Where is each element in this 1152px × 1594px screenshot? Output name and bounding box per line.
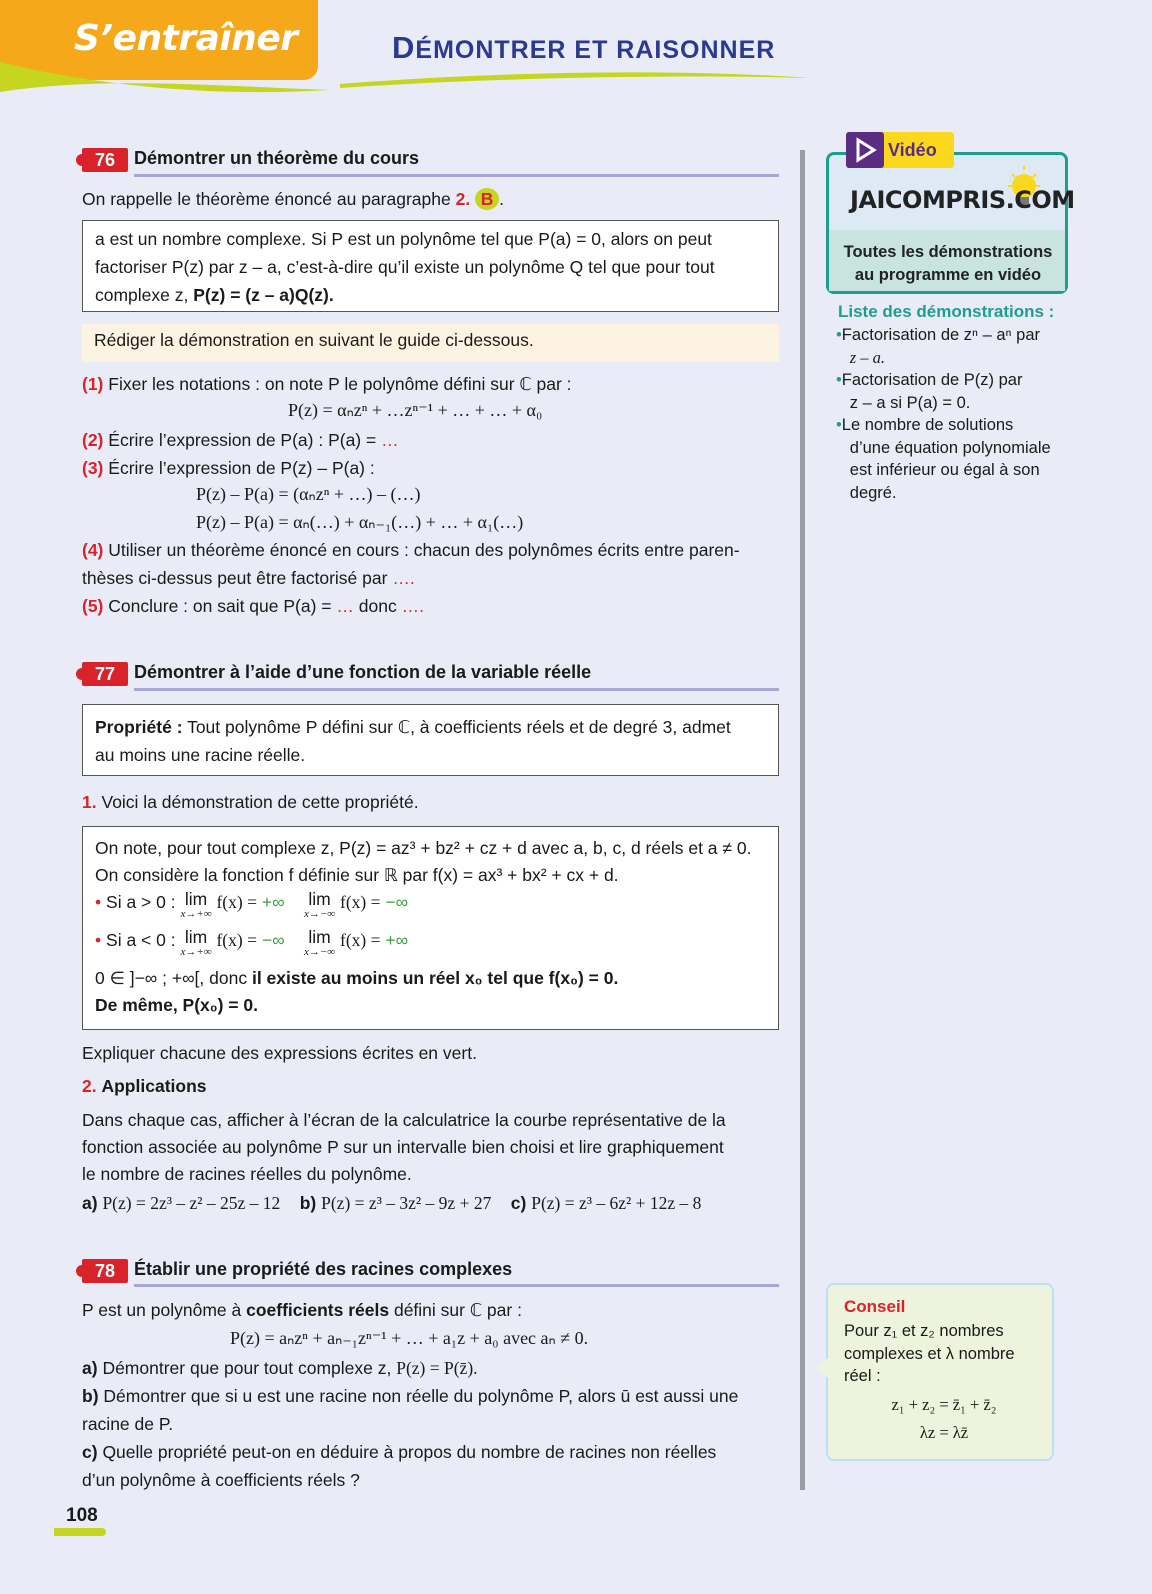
- demo-case-1: • Si a > 0 : lim x→+∞ f(x) = +∞ lim x→−∞ f(x) = −∞: [95, 889, 409, 920]
- advice-box-tail: [816, 1358, 828, 1378]
- formula-3b: P(z) – P(a) = αₙ(…) + αₙ₋₁(…) + … + α₁(…): [196, 512, 524, 532]
- exercise-number: 77: [82, 662, 128, 686]
- ex78-question-c: c) Quelle propriété peut-on en déduire à propos du nombre de racines non réelles: [82, 1442, 717, 1462]
- demo-line: On considère la fonction f définie sur ℝ par f(x) = ax³ + bx² + cx + d.: [95, 865, 619, 885]
- application-cases: a) P(z) = 2z³ – z² – 25z – 12 b) P(z) = z³ – 3z² – 9z + 27 c) P(z) = z³ – 6z² + 12z – 8: [82, 1193, 702, 1213]
- advice-text: Pour z₁ et z₂ nombres complexes et λ nombre réel : z₁ + z₂ = z̄₁ + z̄₂ λz = λz̄: [844, 1320, 1044, 1445]
- ex76-intro: On rappelle le théorème énoncé au paragraphe 2. B .: [82, 189, 504, 209]
- step-5: (5) Conclure : on sait que P(a) = … donc ….: [82, 596, 424, 616]
- formula-3a: P(z) – P(a) = (αₙzⁿ + …) – (…): [196, 484, 421, 504]
- explain-instruction: Expliquer chacune des expressions écrites en vert.: [82, 1043, 477, 1063]
- step-4: (4) Utiliser un théorème énoncé en cours : chacun des polynômes écrits entre paren-: [82, 540, 740, 560]
- page-number: 108: [66, 1505, 98, 1526]
- brand-logo: JAICOMPRIS.COM: [850, 186, 1075, 214]
- step-3: (3) Écrire l’expression de P(z) – P(a) :: [82, 458, 375, 478]
- advice-title: Conseil: [844, 1297, 906, 1316]
- question-2: 2. Applications: [82, 1076, 207, 1096]
- demo-line: On note, pour tout complexe z, P(z) = az³ + bz² + cz + d avec a, b, c, d réels et a ≠ 0.: [95, 838, 752, 858]
- ex78-question-a: a) Démontrer que pour tout complexe z, P(z) = P(z̄).: [82, 1358, 478, 1378]
- theorem-box: [82, 220, 779, 312]
- ex78-intro: P est un polynôme à coefficients réels défini sur ℂ par :: [82, 1300, 522, 1320]
- demo-case-2: • Si a < 0 : lim x→+∞ f(x) = −∞ lim x→−∞ f(x) = +∞: [95, 927, 409, 958]
- paragraph-badge: B: [475, 188, 499, 210]
- sidebar-divider: [800, 150, 805, 1490]
- theorem-line: a est un nombre complexe. Si P est un polynôme tel que P(a) = 0, alors on peut: [95, 229, 712, 249]
- section-label: S’entraîner: [74, 18, 298, 59]
- demo-list-item[interactable]: •Le nombre de solutions d’une équation polynomiale est inférieur ou égal à son degré.: [836, 416, 1051, 502]
- exercise-number: 76: [82, 148, 128, 172]
- theorem-line: factoriser P(z) par z – a, c’est-à-dire qu’il existe un polynôme Q tel que pour tout: [95, 257, 715, 277]
- exercise-title: Démontrer à l’aide d’une fonction de la variable réelle: [134, 662, 592, 682]
- step-2: (2) Écrire l’expression de P(a) : P(a) = …: [82, 430, 399, 450]
- application-text: Dans chaque cas, afficher à l’écran de la calculatrice la courbe représentative de la: [82, 1110, 726, 1130]
- demo-list-title: Liste des démonstrations :: [838, 302, 1055, 321]
- video-tag-label: Vidéo: [888, 140, 937, 160]
- advice-formula: λz = λz̄: [919, 1423, 969, 1442]
- instruction-banner: Rédiger la démonstration en suivant le guide ci-dessous.: [82, 324, 779, 362]
- theorem-line: complexe z, P(z) = (z – a)Q(z).: [95, 285, 334, 305]
- exercise-title-rule: [134, 1284, 779, 1287]
- ex78-formula: P(z) = aₙzⁿ + aₙ₋₁zⁿ⁻¹ + … + a₁z + a₀ avec aₙ ≠ 0.: [230, 1328, 589, 1348]
- exercise-number: 78: [82, 1259, 128, 1283]
- demo-list-item[interactable]: •Factorisation de zⁿ – aⁿ par z – a.: [836, 326, 1040, 367]
- property-box: Propriété : Tout polynôme P défini sur ℂ, à coefficients réels et de degré 3, admet au moins une racine réelle.: [82, 704, 779, 776]
- ex78-question-c-continued: d’un polynôme à coefficients réels ?: [82, 1470, 360, 1490]
- question-1: 1. Voici la démonstration de cette propriété.: [82, 792, 419, 812]
- page-number-bar: [54, 1528, 106, 1536]
- exercise-title-rule: [134, 174, 779, 177]
- title-underline-decoration: [340, 68, 810, 92]
- application-text: fonction associée au polynôme P sur un intervalle bien choisi et lire graphiquement: [82, 1137, 724, 1157]
- demo-line: De même, P(x₀) = 0.: [95, 995, 259, 1015]
- demonstration-box: [82, 826, 779, 1030]
- application-text: le nombre de racines réelles du polynôme.: [82, 1164, 412, 1184]
- video-card-text: Toutes les démonstrations au programme en vidéo: [843, 243, 1053, 284]
- exercise-title: Établir une propriété des racines complexes: [134, 1259, 513, 1279]
- formula-1: P(z) = αₙzⁿ + …zⁿ⁻¹ + … + … + α₀: [288, 400, 543, 420]
- ex78-question-b-continued: racine de P.: [82, 1414, 174, 1434]
- play-icon[interactable]: [846, 132, 884, 168]
- exercise-title: Démontrer un théorème du cours: [134, 148, 420, 168]
- page-title: DÉMONTRER ET RAISONNER: [392, 30, 776, 65]
- step-1: (1) Fixer les notations : on note P le polynôme défini sur ℂ par :: [82, 374, 572, 394]
- ex78-question-b: b) Démontrer que si u est une racine non réelle du polynôme P, alors ū est aussi une: [82, 1386, 739, 1406]
- demo-list-item[interactable]: •Factorisation de P(z) par z – a si P(a) = 0.: [836, 371, 1023, 412]
- exercise-title-rule: [134, 688, 779, 691]
- advice-formula: z₁ + z₂ = z̄₁ + z̄₂: [891, 1394, 997, 1414]
- tab-swoosh-decoration: [0, 62, 330, 102]
- step-4-continued: thèses ci-dessus peut être factorisé par ….: [82, 568, 415, 588]
- demo-line: 0 ∈ ]−∞ ; +∞[, donc il existe au moins un réel x₀ tel que f(x₀) = 0.: [95, 968, 619, 988]
